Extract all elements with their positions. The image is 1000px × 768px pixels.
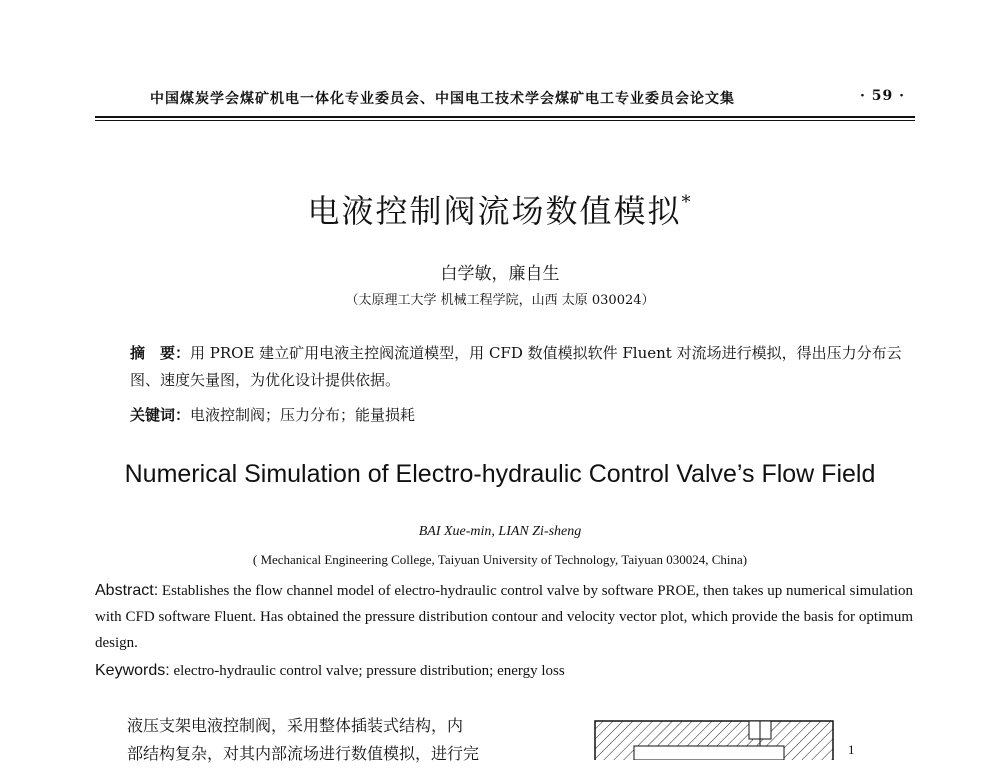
- body-line-1: 液压支架电液控制阀，采用整体插装式结构，内: [127, 716, 464, 735]
- paper-title-cn-text: 电液控制阀流场数值模拟: [307, 192, 682, 230]
- header-rule-thick: [95, 116, 915, 118]
- abstract-cn-label: 摘 要：: [130, 344, 191, 362]
- abstract-en-label: Abstract:: [95, 582, 159, 599]
- figure-callout-label: 1: [848, 742, 855, 757]
- keywords-en-text: electro-hydraulic control valve; pressure distribution; energy loss: [173, 663, 565, 679]
- figure-inner-channel: [634, 746, 784, 760]
- authors-en: BAI Xue-min, LIAN Zi-sheng: [418, 524, 582, 539]
- keywords-cn-label: 关键词：: [130, 406, 191, 424]
- header-rule-thin: [95, 120, 915, 121]
- page-number: · 59 ·: [860, 88, 905, 104]
- body-line-2: 部结构复杂，对其内部流场进行数值模拟，进行完: [127, 744, 480, 763]
- abstract-en: [95, 578, 913, 656]
- paper-title-en: Numerical Simulation of Electro-hydraulic Control Valve’s Flow Field: [124, 460, 876, 488]
- affiliation-en: ( Mechanical Engineering College, Taiyuan University of Technology, Taiyuan 030024, China): [252, 552, 748, 567]
- keywords-cn-text: 电液控制阀；压力分布；能量损耗: [190, 406, 416, 424]
- keywords-cn: [130, 404, 415, 425]
- abstract-en-text: Establishes the flow channel model of electro-hydraulic control valve by software PROE, then takes up numerical simulation with CFD software Fluent. Has obtained the pressure distribution contour and velocity vector plot, which provide the basis for optimum design.: [95, 583, 914, 651]
- keywords-en-label: Keywords:: [95, 662, 170, 679]
- title-footnote-mark: *: [681, 192, 693, 213]
- journal-name: 中国煤炭学会煤矿机电一体化专业委员会、中国电工技术学会煤矿电工专业委员会论文集: [150, 91, 735, 107]
- paper-title-cn: [0, 186, 1000, 232]
- keywords-en: [95, 662, 565, 680]
- valve-cross-section-figure: [594, 720, 844, 760]
- abstract-cn: [130, 340, 910, 394]
- abstract-cn-text: 用 PROE 建立矿用电液主控阀流道模型，用 CFD 数值模拟软件 Fluent 对流场进行模拟，得出压力分布云图、速度矢量图，为优化设计提供依据。: [130, 344, 902, 389]
- authors-cn: 白学敏，廉自生: [440, 264, 560, 284]
- affiliation-cn: （太原理工大学 机械工程学院，山西 太原 030024）: [345, 293, 655, 308]
